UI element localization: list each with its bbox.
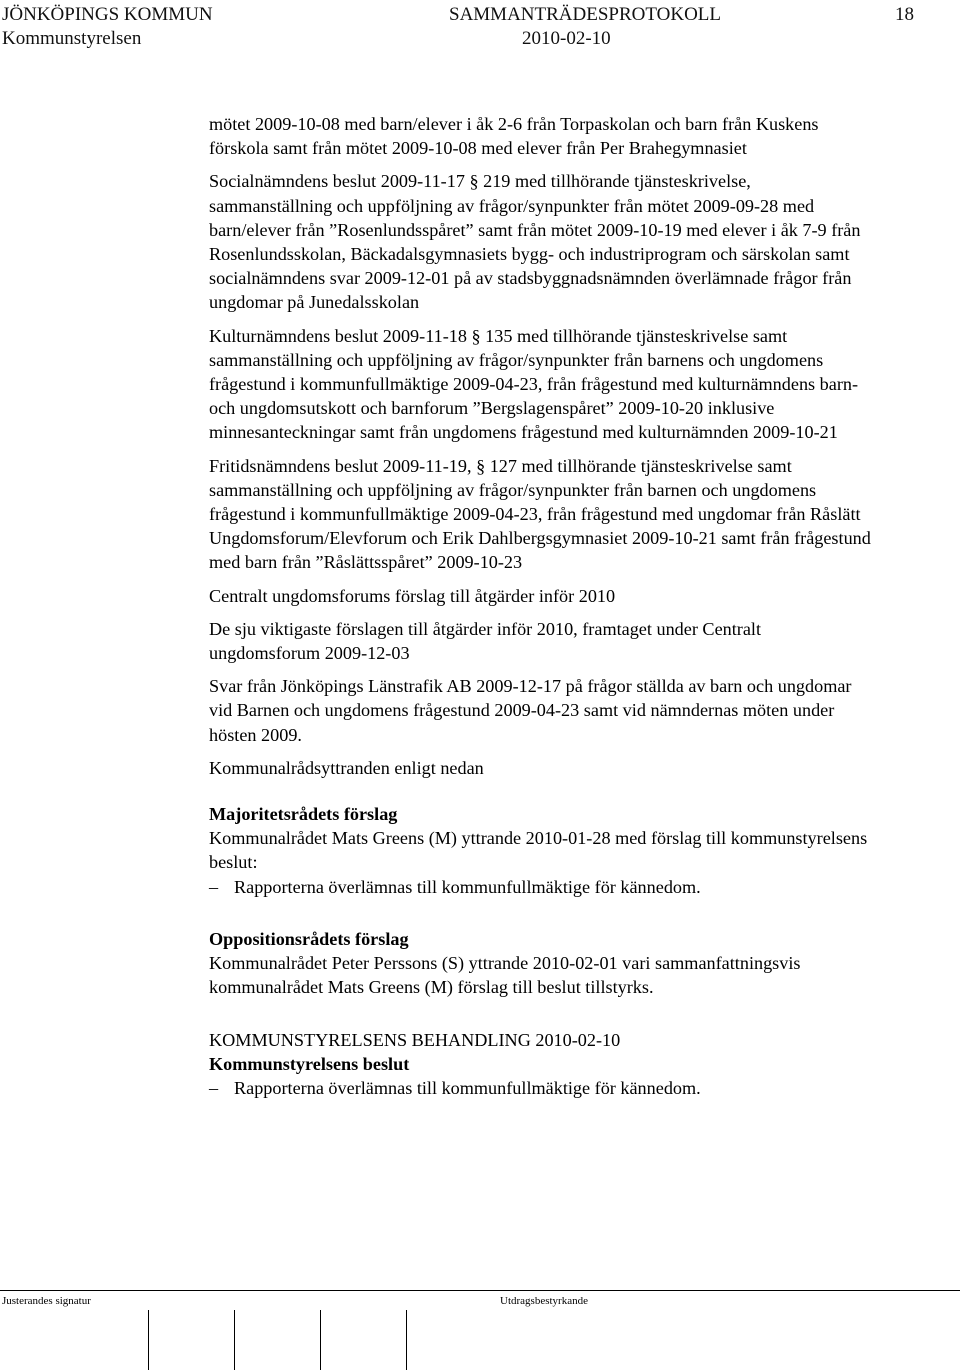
treatment-line: KOMMUNSTYRELSENS BEHANDLING 2010-02-10 [209, 1029, 621, 1050]
decision-heading: Kommunstyrelsens beslut [209, 1053, 410, 1074]
majority-heading: Majoritetsrådets förslag [209, 804, 398, 825]
paragraph-2: Socialnämndens beslut 2009-11-17 § 219 med tillhörande tjänsteskrivelse, sammanställning och uppföljning av frågor/synpunkter från mötet 2009-09-28 med barn/elever från ”Rosenlundsspåret” samt från mötet 2009-10-19 med elever i åk 7-9 från Rosenlundsskolan, Bäckadalsgymnasiets bygg- och industriprogram och särskolan samt socialnämndens svar 2009-12-01 på av stadsbyggnadsnämnden överlämnade frågor från ungdomar på Junedalsskolan [209, 171, 861, 313]
dash-bullet: – [209, 1077, 219, 1098]
paragraph-4: Fritidsnämndens beslut 2009-11-19, § 127 med tillhörande tjänsteskrivelse samt sammanställning och uppföljning av frågor/synpunkter från barnen och ungdomens frågestund i kommunfullmäktige 2009-04-23, från frågestund med ungdomar från Råslätt Ungdomsforum/Elevforum och Erik Dahlbergsgymnasiet 2009-10-21 samt från frågestund med barn från ”Råslättsspåret” 2009-10-23 [209, 455, 871, 573]
page-number: 18 [895, 4, 914, 25]
decision-list-item [209, 1076, 874, 1100]
majority-text: Kommunalrådet Mats Greens (M) yttrande 2010-01-28 med förslag till kommunstyrelsens beslut: [209, 828, 868, 873]
paragraph-3: Kulturnämndens beslut 2009-11-18 § 135 med tillhörande tjänsteskrivelse samt sammanställning och uppföljning av frågor/synpunkter från barnens och ungdomens frågestund i kommunfullmäktige 2009-04-23, från frågestund med kulturnämndens barn- och ungdomsutskott och barnforum ”Bergslagenspåret” 2009-10-20 inklusive minnesanteckningar samt från ungdomens frågestund med kulturnämnden 2009-10-21 [209, 325, 859, 443]
signature-box-divider [148, 1310, 149, 1370]
meeting-date: 2010-02-10 [522, 28, 611, 49]
document-type: SAMMANTRÄDESPROTOKOLL [449, 4, 722, 25]
organization-name: JÖNKÖPINGS KOMMUN [2, 4, 213, 25]
majority-item-text: Rapporterna överlämnas till kommunfullmäktige för kännedom. [234, 876, 701, 897]
extract-certification-label: Utdragsbestyrkande [500, 1295, 588, 1307]
opposition-heading: Oppositionsrådets förslag [209, 928, 409, 949]
signature-box-divider [320, 1310, 321, 1370]
opposition-text: Kommunalrådet Peter Perssons (S) yttrande 2010-02-01 vari sammanfattningsvis kommunalrådet Mats Greens (M) förslag till beslut tillstyrks. [209, 953, 801, 998]
paragraph-6: De sju viktigaste förslagen till åtgärder inför 2010, framtaget under Centralt ungdomsforum 2009-12-03 [209, 618, 762, 664]
dash-bullet: – [209, 876, 219, 897]
paragraph-7: Svar från Jönköpings Länstrafik AB 2009-12-17 på frågor ställda av barn och ungdomar vid Barnen och ungdomens frågestund 2009-04-23 samt vid nämndernas möten under hösten 2009. [209, 676, 852, 745]
document-body [209, 112, 874, 1100]
paragraph-5: Centralt ungdomsforums förslag till åtgärder inför 2010 [209, 585, 616, 606]
page-footer [0, 1290, 960, 1370]
signature-box-divider [406, 1310, 407, 1370]
board-name: Kommunstyrelsen [2, 28, 142, 49]
paragraph-8: Kommunalrådsyttranden enligt nedan [209, 757, 484, 778]
adjuster-signature-label: Justerandes signatur [2, 1295, 91, 1307]
majority-list-item [209, 875, 874, 899]
page-header [0, 0, 960, 56]
footer-divider [0, 1290, 960, 1291]
paragraph-1: mötet 2009-10-08 med barn/elever i åk 2-6 från Torpaskolan och barn från Kuskens förskola samt från mötet 2009-10-08 med elever från Per Brahegymnasiet [209, 114, 819, 159]
decision-item-text: Rapporterna överlämnas till kommunfullmäktige för kännedom. [234, 1077, 701, 1098]
signature-box-divider [234, 1310, 235, 1370]
